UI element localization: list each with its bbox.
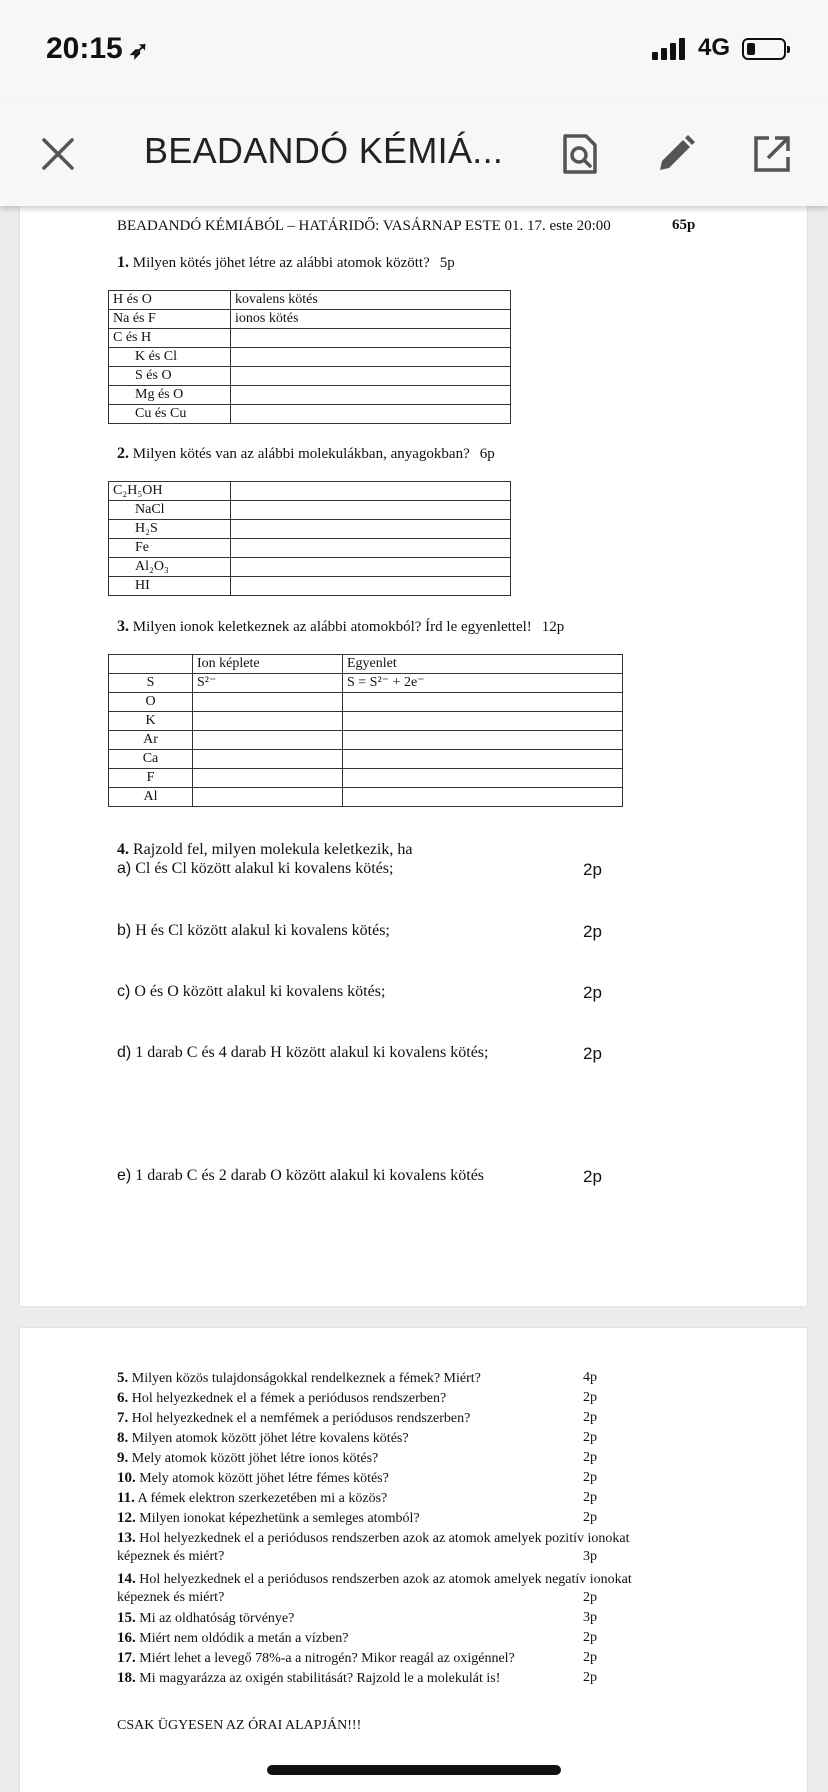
question-5-points: 4p (583, 1370, 597, 1385)
question-16: 16. Miért nem oldódik a metán a vízben? (117, 1630, 349, 1646)
question-4b-points: 2p (583, 922, 602, 941)
location-arrow-icon: ➶ (128, 37, 149, 64)
question-17: 17. Miért lehet a levegő 78%-a a nitrogén? Mikor reagál az oxigénnel? (117, 1650, 515, 1666)
signal-icon (652, 36, 692, 60)
app-header (0, 102, 828, 206)
question-18: 18. Mi magyarázza az oxigén stabilitását? Rajzold le a molekulát is! (117, 1670, 501, 1686)
question-12-points: 2p (583, 1510, 597, 1525)
table-row: K és Cl (109, 348, 511, 367)
document-title: BEADANDÓ KÉMIÁ... (144, 130, 504, 171)
question-18-points: 2p (583, 1670, 597, 1685)
question-10: 10. Mely atomok között jöhet létre fémes kötés? (117, 1470, 389, 1486)
question-12: 12. Milyen ionokat képezhetünk a semleges atomból? (117, 1510, 420, 1526)
table-row: Ar (109, 731, 623, 750)
question-14: 14. Hol helyezkednek el a periódusos rendszerben azok az atomok amelyek negatív ionokat (117, 1571, 632, 1587)
preview-icon[interactable] (556, 130, 604, 178)
question-4: 4. Rajzold fel, milyen molekula keletkezik, ha (117, 841, 413, 858)
table-row: H₂S (109, 520, 511, 539)
table-row: H és O kovalens kötés (109, 291, 511, 310)
question-17-points: 2p (583, 1650, 597, 1665)
close-icon[interactable] (34, 130, 82, 178)
question-4a-points: 2p (583, 860, 602, 879)
question-13-points: 3p (583, 1549, 597, 1564)
table-header-row: Ion képlete Egyenlet (109, 655, 623, 674)
total-points: 65p (672, 217, 696, 233)
question-14-points: 2p (583, 1590, 597, 1605)
document-page-1[interactable] (20, 206, 807, 1306)
question-13: 13. Hol helyezkednek el a periódusos rendszerben azok az atomok amelyek pozitív ionokat (117, 1530, 630, 1546)
question-4e: e) 1 darab C és 2 darab O között alakul ki kovalens kötés (117, 1167, 485, 1184)
question-8: 8. Milyen atomok között jöhet létre kovalens kötés? (117, 1430, 409, 1446)
table-q2 (108, 481, 511, 596)
table-row: S és O (109, 367, 511, 386)
question-1: 1. Milyen kötés jöhet létre az alábbi atomok között? 5p (117, 254, 455, 271)
table-row: Al₂O₃ (109, 558, 511, 577)
question-4b: b) H és Cl között alakul ki kovalens kötés; (117, 922, 390, 939)
question-7-points: 2p (583, 1410, 597, 1425)
document-header-line: BEADANDÓ KÉMIÁBÓL – HATÁRIDŐ: VASÁRNAP ESTE 01. 17. este 20:00 (117, 218, 611, 234)
question-4e-points: 2p (583, 1167, 602, 1186)
table-row: S S²⁻ S = S²⁻ + 2e⁻ (109, 674, 623, 693)
document-page-2[interactable] (20, 1328, 807, 1792)
question-10-points: 2p (583, 1470, 597, 1485)
question-8-points: 2p (583, 1430, 597, 1445)
question-4a: a) Cl és Cl között alakul ki kovalens kötés; (117, 860, 394, 877)
status-bar (0, 0, 828, 102)
table-row: Cu és Cu (109, 405, 511, 424)
table-q3 (108, 654, 623, 807)
table-row: C₂H₅OH (109, 482, 511, 501)
table-row: Al (109, 788, 623, 807)
question-14-line2: képeznek és miért? (117, 1590, 225, 1605)
table-row: C és H (109, 329, 511, 348)
table-row: O (109, 693, 623, 712)
question-6-points: 2p (583, 1390, 597, 1405)
question-16-points: 2p (583, 1630, 597, 1645)
table-row: Fe (109, 539, 511, 558)
question-4d: d) 1 darab C és 4 darab H között alakul ki kovalens kötés; (117, 1044, 489, 1061)
network-type: 4G (698, 34, 731, 61)
footer-note: CSAK ÜGYESEN AZ ÓRAI ALAPJÁN!!! (117, 1718, 362, 1733)
question-13-line2: képeznek és miért? (117, 1549, 225, 1564)
question-7: 7. Hol helyezkednek el a nemfémek a periódusos rendszerben? (117, 1410, 471, 1426)
edit-icon[interactable] (652, 130, 700, 178)
question-4c-points: 2p (583, 983, 602, 1002)
question-15-points: 3p (583, 1610, 597, 1625)
home-indicator[interactable] (267, 1765, 561, 1775)
question-4c: c) O és O között alakul ki kovalens kötés; (117, 983, 386, 1000)
open-external-icon[interactable] (748, 130, 796, 178)
question-11-points: 2p (583, 1490, 597, 1505)
question-5: 5. Milyen közös tulajdonságokkal rendelkeznek a fémek? Miért? (117, 1370, 481, 1386)
question-2: 2. Milyen kötés van az alábbi molekulákban, anyagokban? 6p (117, 445, 495, 462)
table-row: HI (109, 577, 511, 596)
table-row: NaCl (109, 501, 511, 520)
question-11: 11. A fémek elektron szerkezetében mi a közös? (117, 1490, 388, 1506)
table-row: F (109, 769, 623, 788)
table-row: K (109, 712, 623, 731)
question-4d-points: 2p (583, 1044, 602, 1063)
question-3: 3. Milyen ionok keletkeznek az alábbi atomokból? Írd le egyenlettel! 12p (117, 618, 565, 635)
battery-icon (742, 38, 786, 60)
question-9-points: 2p (583, 1450, 597, 1465)
table-row: Ca (109, 750, 623, 769)
table-q1 (108, 290, 511, 424)
table-row: Na és F ionos kötés (109, 310, 511, 329)
question-9: 9. Mely atomok között jöhet létre ionos kötés? (117, 1450, 379, 1466)
table-row: Mg és O (109, 386, 511, 405)
status-time: 20:15 ➶ (46, 32, 149, 65)
question-15: 15. Mi az oldhatóság törvénye? (117, 1610, 295, 1626)
question-6: 6. Hol helyezkednek el a fémek a periódusos rendszerben? (117, 1390, 447, 1406)
